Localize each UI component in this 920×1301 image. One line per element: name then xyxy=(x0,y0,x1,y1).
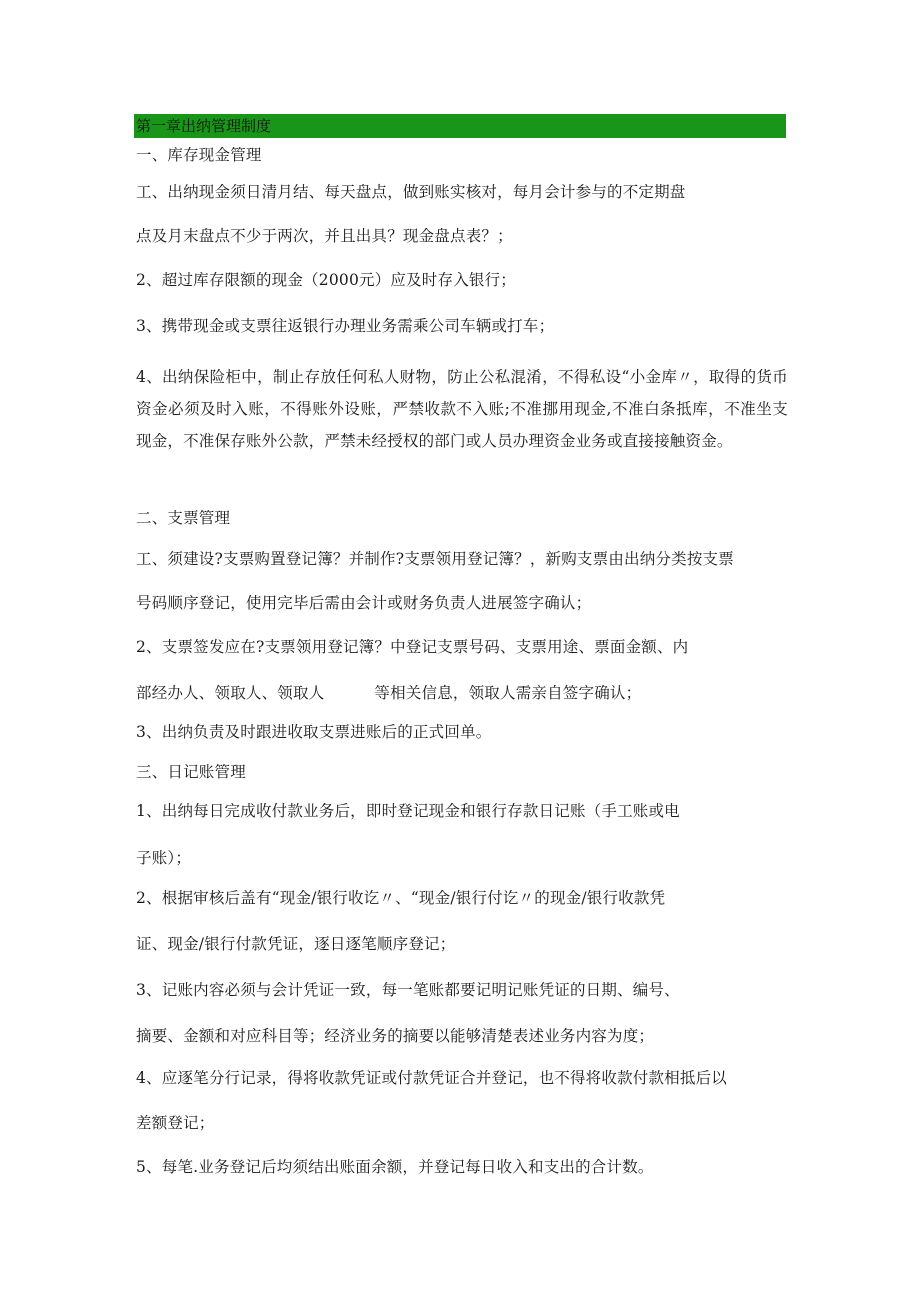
section-heading-cash: 一、库存现金管理 xyxy=(136,146,262,164)
cheque-item-2-line-2-part-b: 等相关信息，领取人需亲自签字确认； xyxy=(374,684,642,702)
cheque-item-1-line-2: 号码顺序登记，使用完毕后需由会计或财务负责人进展签字确认； xyxy=(136,594,592,612)
cash-item-4: 4、出纳保险柜中，制止存放任何私人财物，防止公私混淆，不得私设“小金库〃，取得的货币资金必须及时入账，不得账外设账，严禁收款不入账;不准挪用现金,不准白条抵库，不准坐支现金，不准保存账外公款，严禁未经授权的部门或人员办理资金业务或直接接触资金。 xyxy=(136,368,788,450)
cheque-item-2-line-2 xyxy=(136,683,641,703)
cheque-item-1-line-1: 工、须建设?支票购置登记簿？并制作?支票领用登记簿？，新购支票由出纳分类按支票 xyxy=(136,550,734,568)
journal-item-2-line-1: 2、根据审核后盖有“现金/银行收讫〃、“现金/银行付讫〃的现金/银行收款凭 xyxy=(136,889,666,907)
cheque-item-2-line-1: 2、支票签发应在?支票领用登记簿？中登记支票号码、支票用途、票面金额、内 xyxy=(136,638,689,656)
section-heading-journal: 三、日记账管理 xyxy=(136,763,246,781)
journal-item-3-line-1: 3、记账内容必须与会计凭证一致，每一笔账都要记明记账凭证的日期、编号、 xyxy=(136,981,680,999)
journal-item-1-line-1: 1、出纳每日完成收付款业务后，即时登记现金和银行存款日记账（手工账或电 xyxy=(136,802,680,820)
journal-item-5: 5、每笔.业务登记后均须结出账面余额，并登记每日收入和支出的合计数。 xyxy=(136,1158,654,1176)
journal-item-3-line-2: 摘要、金额和对应科目等；经济业务的摘要以能够清楚表述业务内容为度； xyxy=(136,1027,655,1045)
cash-item-1-line-1: 工、出纳现金须日清月结、每天盘点，做到账实核对，每月会计参与的不定期盘 xyxy=(136,183,686,201)
cash-item-1-line-2: 点及月末盘点不少于两次，并且出具？现金盘点表？； xyxy=(136,227,513,245)
chapter-title: 第一章出纳管理制度 xyxy=(134,114,786,138)
section-heading-cheque: 二、支票管理 xyxy=(136,509,231,527)
journal-item-4-line-2: 差额登记； xyxy=(136,1114,215,1132)
cash-item-3: 3、携带现金或支票往返银行办理业务需乘公司车辆或打车； xyxy=(136,317,555,335)
journal-item-4-line-1: 4、应逐笔分行记录，得将收款凭证或付款凭证合并登记，也不得将收款付款相抵后以 xyxy=(136,1069,727,1087)
cash-item-2: 2、超过库存限额的现金（2000元）应及时存入银行； xyxy=(136,271,517,289)
cheque-item-3: 3、出纳负责及时跟进收取支票进账后的正式回单。 xyxy=(136,723,492,741)
journal-item-1-line-2: 子账）； xyxy=(136,849,192,867)
cheque-item-2-line-2-part-a: 部经办人、领取人、领取人 xyxy=(136,684,325,702)
journal-item-2-line-2: 证、现金/银行付款凭证，逐日逐笔顺序登记； xyxy=(136,935,456,953)
